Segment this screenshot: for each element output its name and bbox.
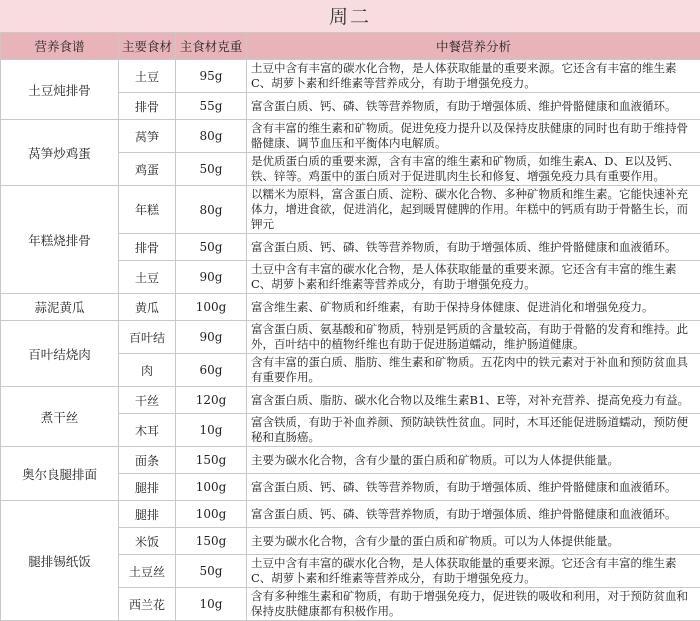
table-row [1, 321, 700, 354]
analysis-cell: 土豆中含有丰富的碳水化合物，是人体获取能量的重要来源。它还含有丰富的维生素C、胡萝卜素和纤维素等营养成分，有助于增强免疫力。 [247, 555, 700, 588]
nutrition-table [0, 32, 700, 621]
weight-cell: 150g [176, 447, 247, 474]
page-title: 周二 [0, 0, 700, 32]
ingredient-cell: 鸡蛋 [119, 153, 176, 186]
ingredient-cell: 腿排 [119, 474, 176, 501]
weight-cell: 10g [176, 414, 247, 447]
weight-cell: 120g [176, 387, 247, 414]
ingredient-cell: 腿排 [119, 501, 176, 528]
ingredient-cell: 土豆 [119, 261, 176, 294]
analysis-cell: 富含蛋白质、钙、磷、铁等营养物质，有助于增强体质、维护骨骼健康和血液循环。 [247, 474, 700, 501]
weight-cell: 80g [176, 186, 247, 234]
analysis-cell: 含有丰富的维生素和矿物质。促进免疫力提升以及保持皮肤健康的同时也有助于维持骨骼健康、调节血压和平衡体内电解质。 [247, 120, 700, 153]
weight-cell: 100g [176, 294, 247, 321]
weight-cell: 10g [176, 588, 247, 621]
weight-cell: 50g [176, 555, 247, 588]
analysis-cell: 富含蛋白质、钙、磷、铁等营养物质，有助于增强体质、维护骨骼健康和血液循环。 [247, 501, 700, 528]
analysis-cell: 主要为碳水化合物，含有少量的蛋白质和矿物质。可以为人体提供能量。 [247, 447, 700, 474]
ingredient-cell: 年糕 [119, 186, 176, 234]
analysis-cell: 富含蛋白质、钙、磷、铁等营养物质，有助于增强体质、维护骨骼健康和血液循环。 [247, 93, 700, 120]
analysis-cell: 土豆中含有丰富的碳水化合物，是人体获取能量的重要来源。它还含有丰富的维生素C、胡萝卜素和纤维素等营养成分，有助于增强免疫力。 [247, 60, 700, 93]
dish-name: 年糕烧排骨 [1, 186, 119, 294]
table-row [1, 501, 700, 528]
header-analysis: 中餐营养分析 [247, 33, 700, 60]
header-ingredient: 主要食材 [119, 33, 176, 60]
ingredient-cell: 面条 [119, 447, 176, 474]
dish-name: 莴笋炒鸡蛋 [1, 120, 119, 186]
table-body [1, 60, 700, 621]
weight-cell: 100g [176, 501, 247, 528]
ingredient-cell: 黄瓜 [119, 294, 176, 321]
header-weight: 主食材克重 [176, 33, 247, 60]
table-row [1, 294, 700, 321]
dish-name: 百叶结烧肉 [1, 321, 119, 387]
ingredient-cell: 米饭 [119, 528, 176, 555]
ingredient-cell: 百叶结 [119, 321, 176, 354]
analysis-cell: 土豆中含有丰富的碳水化合物，是人体获取能量的重要来源。它还含有丰富的维生素C、胡萝卜素和纤维素等营养成分，有助于增强免疫力。 [247, 261, 700, 294]
analysis-cell: 主要为碳水化合物，含有少量的蛋白质和矿物质。可以为人体提供能量。 [247, 528, 700, 555]
ingredient-cell: 排骨 [119, 234, 176, 261]
weight-cell: 100g [176, 474, 247, 501]
table-row [1, 447, 700, 474]
analysis-cell: 富含铁质，有助于补血养颜、预防缺铁性贫血。同时，木耳还能促进肠道蠕动，预防便秘和直肠癌。 [247, 414, 700, 447]
ingredient-cell: 土豆丝 [119, 555, 176, 588]
analysis-cell: 富含维生素、矿物质和纤维素，有助于保持身体健康、促进消化和增强免疫力。 [247, 294, 700, 321]
weight-cell: 50g [176, 234, 247, 261]
weight-cell: 150g [176, 528, 247, 555]
analysis-cell: 富含蛋白质、脂肪、碳水化合物以及维生素B1、E等，对补充营养、提高免疫力有益。 [247, 387, 700, 414]
table-header [1, 33, 700, 60]
header-recipe: 营养食谱 [1, 33, 119, 60]
ingredient-cell: 土豆 [119, 60, 176, 93]
analysis-cell: 是优质蛋白质的重要来源，含有丰富的维生素和矿物质，如维生素A、D、E以及钙、铁、锌等。鸡蛋中的蛋白质对于促进肌肉生长和修复、增强免疫力具有重要作用。 [247, 153, 700, 186]
ingredient-cell: 肉 [119, 354, 176, 387]
ingredient-cell: 木耳 [119, 414, 176, 447]
analysis-cell: 含有多种维生素和矿物质，有助于增强免疫力，促进铁的吸收和利用，对于预防贫血和保持皮肤健康都有积极作用。 [247, 588, 700, 621]
dish-name: 煮干丝 [1, 387, 119, 447]
dish-name: 腿排锡纸饭 [1, 501, 119, 621]
weight-cell: 80g [176, 120, 247, 153]
weight-cell: 60g [176, 354, 247, 387]
table-row [1, 186, 700, 234]
weight-cell: 50g [176, 153, 247, 186]
dish-name: 蒜泥黄瓜 [1, 294, 119, 321]
weight-cell: 90g [176, 321, 247, 354]
table-row [1, 60, 700, 93]
table-row [1, 387, 700, 414]
table-row [1, 120, 700, 153]
ingredient-cell: 干丝 [119, 387, 176, 414]
ingredient-cell: 西兰花 [119, 588, 176, 621]
weight-cell: 95g [176, 60, 247, 93]
dish-name: 奥尔良腿排面 [1, 447, 119, 501]
analysis-cell: 含有丰富的蛋白质、脂肪、维生素和矿物质。五花肉中的铁元素对于补血和预防贫血具有重要作用。 [247, 354, 700, 387]
analysis-cell: 富含蛋白质、钙、磷、铁等营养物质，有助于增强体质、维护骨骼健康和血液循环。 [247, 234, 700, 261]
ingredient-cell: 排骨 [119, 93, 176, 120]
analysis-cell: 富含蛋白质、氨基酸和矿物质，特别是钙质的含量较高，有助于骨骼的发育和维持。此外，百叶结中的植物纤维也有助于促进肠道蠕动，维护肠道健康。 [247, 321, 700, 354]
weight-cell: 90g [176, 261, 247, 294]
ingredient-cell: 莴笋 [119, 120, 176, 153]
analysis-cell: 以糯米为原料，富含蛋白质、淀粉、碳水化合物、多种矿物质和维生素。它能快速补充体力，增进食欲，促进消化，起到暖胃健脾的作用。年糕中的钙质有助于骨骼生长，而钾元 [247, 186, 700, 234]
weight-cell: 55g [176, 93, 247, 120]
dish-name: 土豆炖排骨 [1, 60, 119, 120]
